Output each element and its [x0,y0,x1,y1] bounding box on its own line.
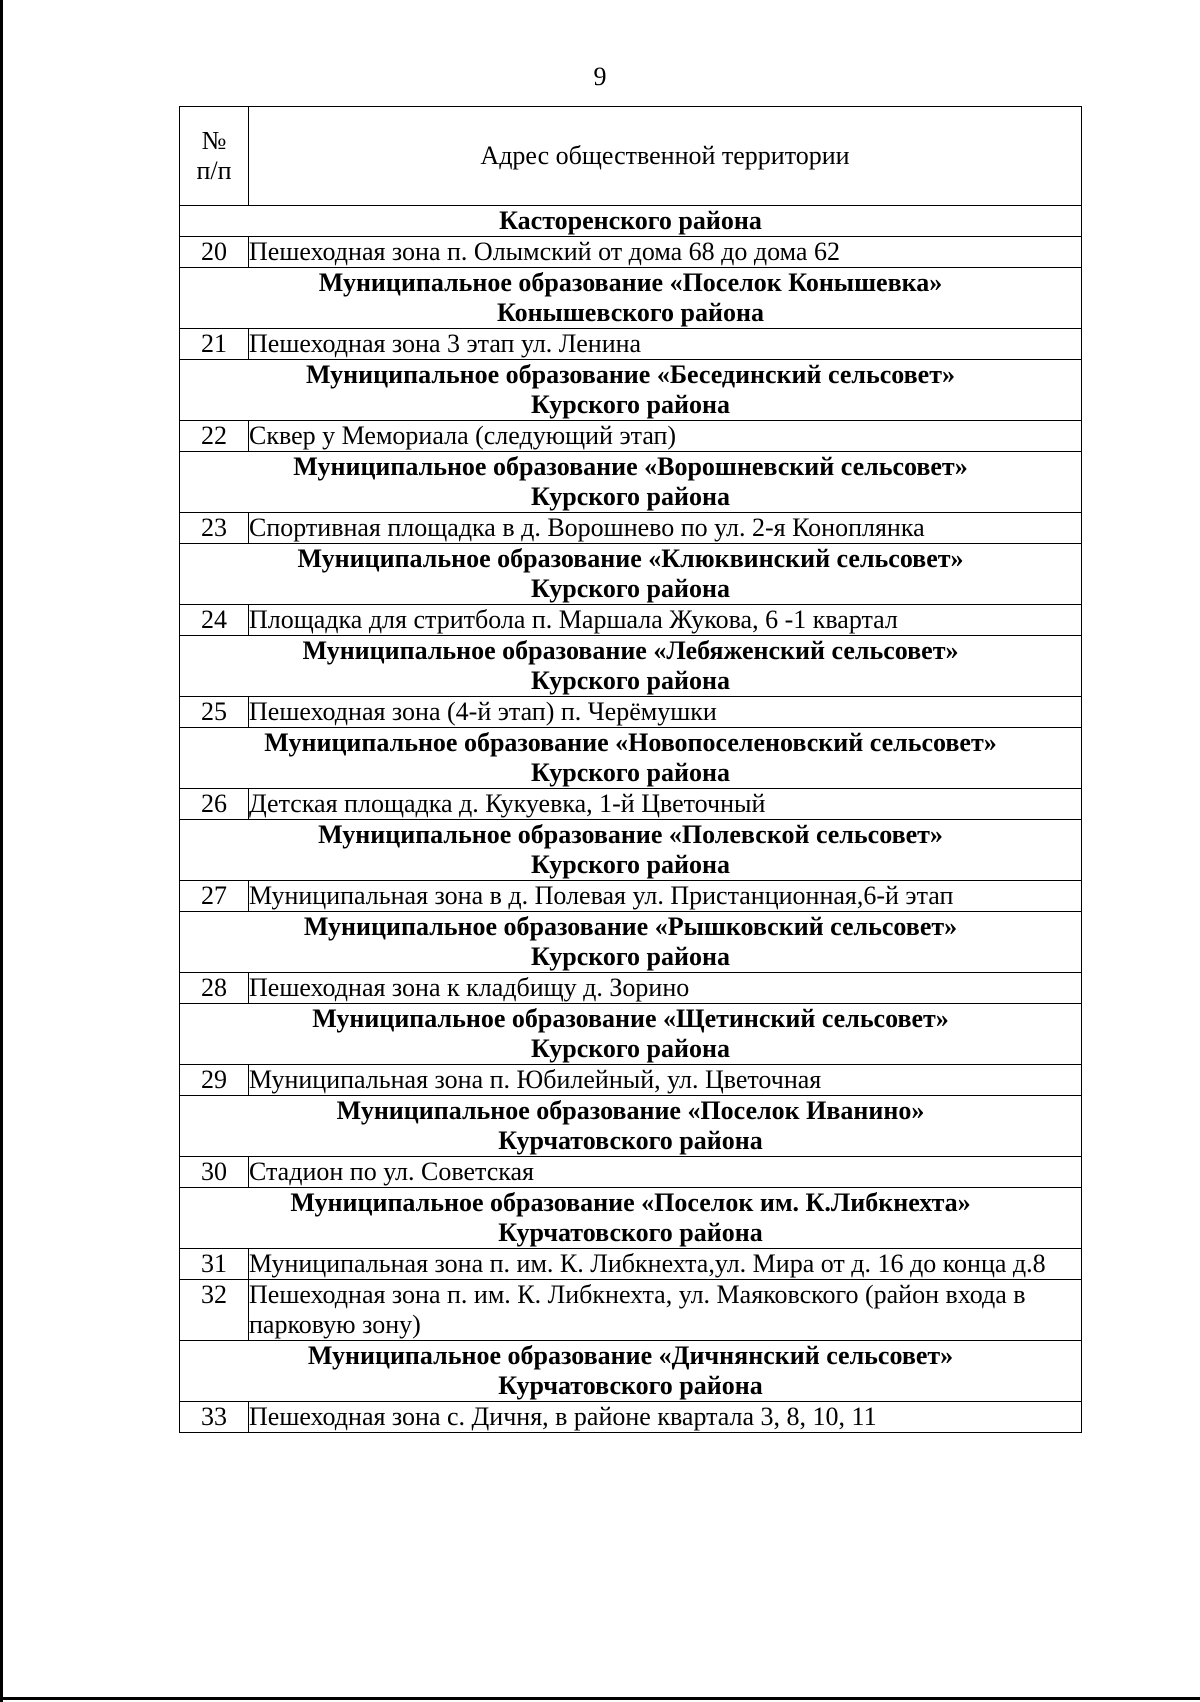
page-number: 9 [593,62,607,91]
group-header-line: Муниципальное образование «Бесединский сельсовет» [305,360,955,389]
row-number: 24 [180,605,249,636]
group-header-line: Муниципальное образование «Лебяженский сельсовет» [302,636,959,665]
group-header-row [180,360,1082,421]
row-number: 27 [180,881,249,912]
group-header-row [180,452,1082,513]
row-address: Спортивная площадка в д. Ворошнево по ул. 2-я Коноплянка [249,513,1082,544]
row-number: 28 [180,973,249,1004]
group-header-cell [180,544,1082,605]
table-row [180,789,1082,820]
group-header-cell [180,636,1082,697]
group-district-line: Конышевского района [497,298,764,327]
scan-border-bottom [0,1697,1200,1700]
header-num-symbol: № [201,126,227,155]
table-row [180,605,1082,636]
row-number: 33 [180,1402,249,1433]
row-address: Пешеходная зона (4-й этап) п. Черёмушки [249,697,1082,728]
row-address: Детская площадка д. Кукуевка, 1-й Цветочный [249,789,1082,820]
table-row [180,1249,1082,1280]
group-header-cell [180,268,1082,329]
group-district-line: Курского района [531,482,730,511]
group-header-cell: Касторенского района [180,206,1082,237]
scan-border-left [0,0,3,1702]
header-num-label: п/п [196,156,232,185]
row-address: Муниципальная зона п. им. К. Либкнехта,ул. Мира от д. 16 до конца д.8 [249,1249,1082,1280]
row-number: 20 [180,237,249,268]
group-header-line: Муниципальное образование «Полевской сельсовет» [318,820,943,849]
row-number: 21 [180,329,249,360]
group-header-row [180,268,1082,329]
group-header-line: Муниципальное образование «Поселок им. К.Либкнехта» [290,1188,971,1217]
row-number: 32 [180,1280,249,1341]
header-num-cell [180,107,249,206]
group-header-row [180,1341,1082,1402]
table-row [180,697,1082,728]
group-district-line: Курского района [531,1034,730,1063]
group-district-line: Курского района [531,666,730,695]
row-address: Пешеходная зона с. Дичня, в районе квартала 3, 8, 10, 11 [249,1402,1082,1433]
table-row [180,513,1082,544]
row-address: Пешеходная зона к кладбищу д. Зорино [249,973,1082,1004]
row-address: Пешеходная зона 3 этап ул. Ленина [249,329,1082,360]
group-header-row [180,1188,1082,1249]
group-header-cell [180,452,1082,513]
row-address: Муниципальная зона в д. Полевая ул. Пристанционная,6-й этап [249,881,1082,912]
group-header-cell [180,1341,1082,1402]
group-header-row [180,820,1082,881]
row-number: 29 [180,1065,249,1096]
row-number: 26 [180,789,249,820]
row-address: Площадка для стритбола п. Маршала Жукова, 6 -1 квартал [249,605,1082,636]
group-header-line: Муниципальное образование «Щетинский сельсовет» [312,1004,949,1033]
table-row [180,881,1082,912]
table-row [180,1280,1082,1341]
group-header-line: Муниципальное образование «Клюквинский сельсовет» [297,544,964,573]
table-header-row [180,107,1082,206]
group-header-cell [180,912,1082,973]
group-header-line: Муниципальное образование «Дичнянский сельсовет» [307,1341,954,1370]
group-header-line: Муниципальное образование «Ворошневский сельсовет» [293,452,968,481]
table-row [180,1065,1082,1096]
row-address: Пешеходная зона п. им. К. Либкнехта, ул. Маяковского (район входа в парковую зону) [249,1280,1082,1341]
group-district-line: Курчатовского района [498,1371,763,1400]
group-header-row [180,912,1082,973]
group-district-line: Курского района [531,390,730,419]
table-body [180,107,1082,1433]
row-number: 30 [180,1157,249,1188]
group-district-line: Курского района [531,942,730,971]
group-header-cell [180,728,1082,789]
group-district-line: Курского района [531,574,730,603]
table-row [180,1402,1082,1433]
table-row [180,1157,1082,1188]
territories-table [179,106,1082,1433]
row-address: Пешеходная зона п. Олымский от дома 68 до дома 62 [249,237,1082,268]
row-number: 22 [180,421,249,452]
table-row [180,329,1082,360]
group-district-line: Курчатовского района [498,1126,763,1155]
group-header-line: Муниципальное образование «Поселок Конышевка» [318,268,943,297]
group-header-cell [180,360,1082,421]
group-header-row [180,1004,1082,1065]
table-row [180,973,1082,1004]
group-header-cell [180,820,1082,881]
group-header-cell [180,1188,1082,1249]
group-header-cell [180,1096,1082,1157]
group-header-row [180,728,1082,789]
table-row [180,421,1082,452]
group-district-line: Курского района [531,758,730,787]
group-header-line: Муниципальное образование «Поселок Иванино» [336,1096,925,1125]
row-address: Сквер у Мемориала (следующий этап) [249,421,1082,452]
group-header-cell [180,1004,1082,1065]
group-header-row [180,1096,1082,1157]
row-address: Муниципальная зона п. Юбилейный, ул. Цветочная [249,1065,1082,1096]
group-district-line: Курчатовского района [498,1218,763,1247]
group-district-line: Курского района [531,850,730,879]
group-header-row [180,206,1082,237]
row-number: 23 [180,513,249,544]
group-header-row [180,544,1082,605]
table-row [180,237,1082,268]
group-header-row [180,636,1082,697]
group-header-line: Муниципальное образование «Новопоселеновский сельсовет» [264,728,997,757]
header-address-cell: Адрес общественной территории [249,107,1082,206]
group-header-line: Муниципальное образование «Рышковский сельсовет» [303,912,958,941]
row-number: 31 [180,1249,249,1280]
row-address: Стадион по ул. Советская [249,1157,1082,1188]
row-number: 25 [180,697,249,728]
